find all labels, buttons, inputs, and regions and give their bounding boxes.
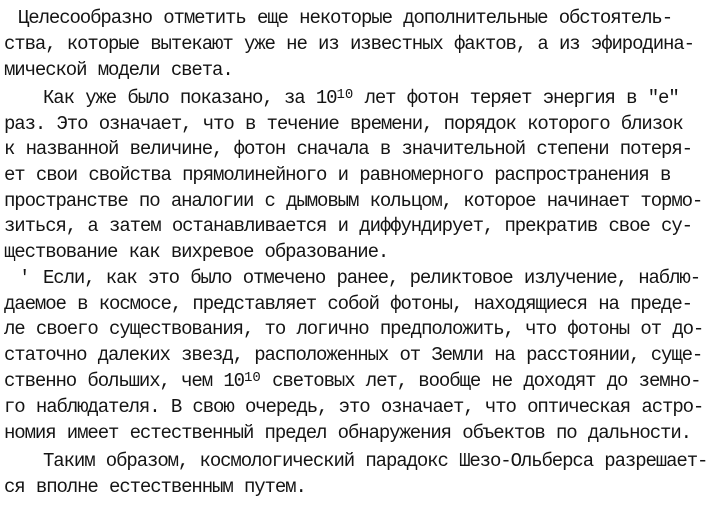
exponent-1: 10 <box>336 87 354 103</box>
text-line-11: Если, как это было отмечено ранее, реликтовое излучение, наблю- <box>43 267 701 289</box>
text-line-17: номия имеет естественный предел обнаружения объектов по дальности. <box>4 422 691 444</box>
text-line-13: ле своего существования, то логично предположить, что фотоны от до- <box>4 318 704 340</box>
text-line-15-end: световых лет, вообще не доходят до земно- <box>272 370 701 392</box>
text-line-12: даемое в космосе, представляет собой фотоны, находящиеся на преде- <box>4 293 692 315</box>
text-line-2: ства, которые вытекают уже не из известных фактов, а из эфиродина- <box>4 33 694 55</box>
text-line-4 <box>43 86 679 110</box>
text-line-4-end: лет фотон теряет энергия в "е" <box>364 87 679 109</box>
text-line-15-start: ственно больших, чем 10 <box>4 370 244 392</box>
text-line-19: ся вполне естественным путем. <box>4 476 306 498</box>
exponent-2: 10 <box>243 370 261 386</box>
text-line-14: статочно далеких звезд, расположенных от Земли на расстоянии, суще- <box>4 344 703 366</box>
text-line-16: го наблюдателя. В свою очередь, это означает, что оптическая астро- <box>4 396 704 418</box>
text-line-1: Целесообразно отметить еще некоторые дополнительные обстоятель- <box>18 7 673 29</box>
text-line-4-start: Как уже было показано, за 10 <box>43 87 337 109</box>
text-line-10: ществование как вихревое образование. <box>4 241 389 263</box>
text-line-7: ет свои свойства прямолинейного и равномерного распространения в <box>4 164 671 186</box>
text-line-9: зиться, а затем останавливается и диффундирует, прекратив свое су- <box>4 215 692 237</box>
text-line-6: к названной величине, фотон сначала в значительной степени потеря- <box>4 138 692 160</box>
text-line-18: Таким образом, космологический парадокс Шезо-Ольберса разрешает- <box>43 450 708 472</box>
text-line-8: пространстве по аналогии с дымовым кольцом, которое начинает тормо- <box>4 190 703 212</box>
stray-mark: ' <box>19 267 30 289</box>
text-line-5: раз. Это означает, что в течение времени, порядок которого близок <box>4 113 683 135</box>
text-line-15 <box>4 369 700 393</box>
text-line-3: мической модели света. <box>4 59 233 81</box>
